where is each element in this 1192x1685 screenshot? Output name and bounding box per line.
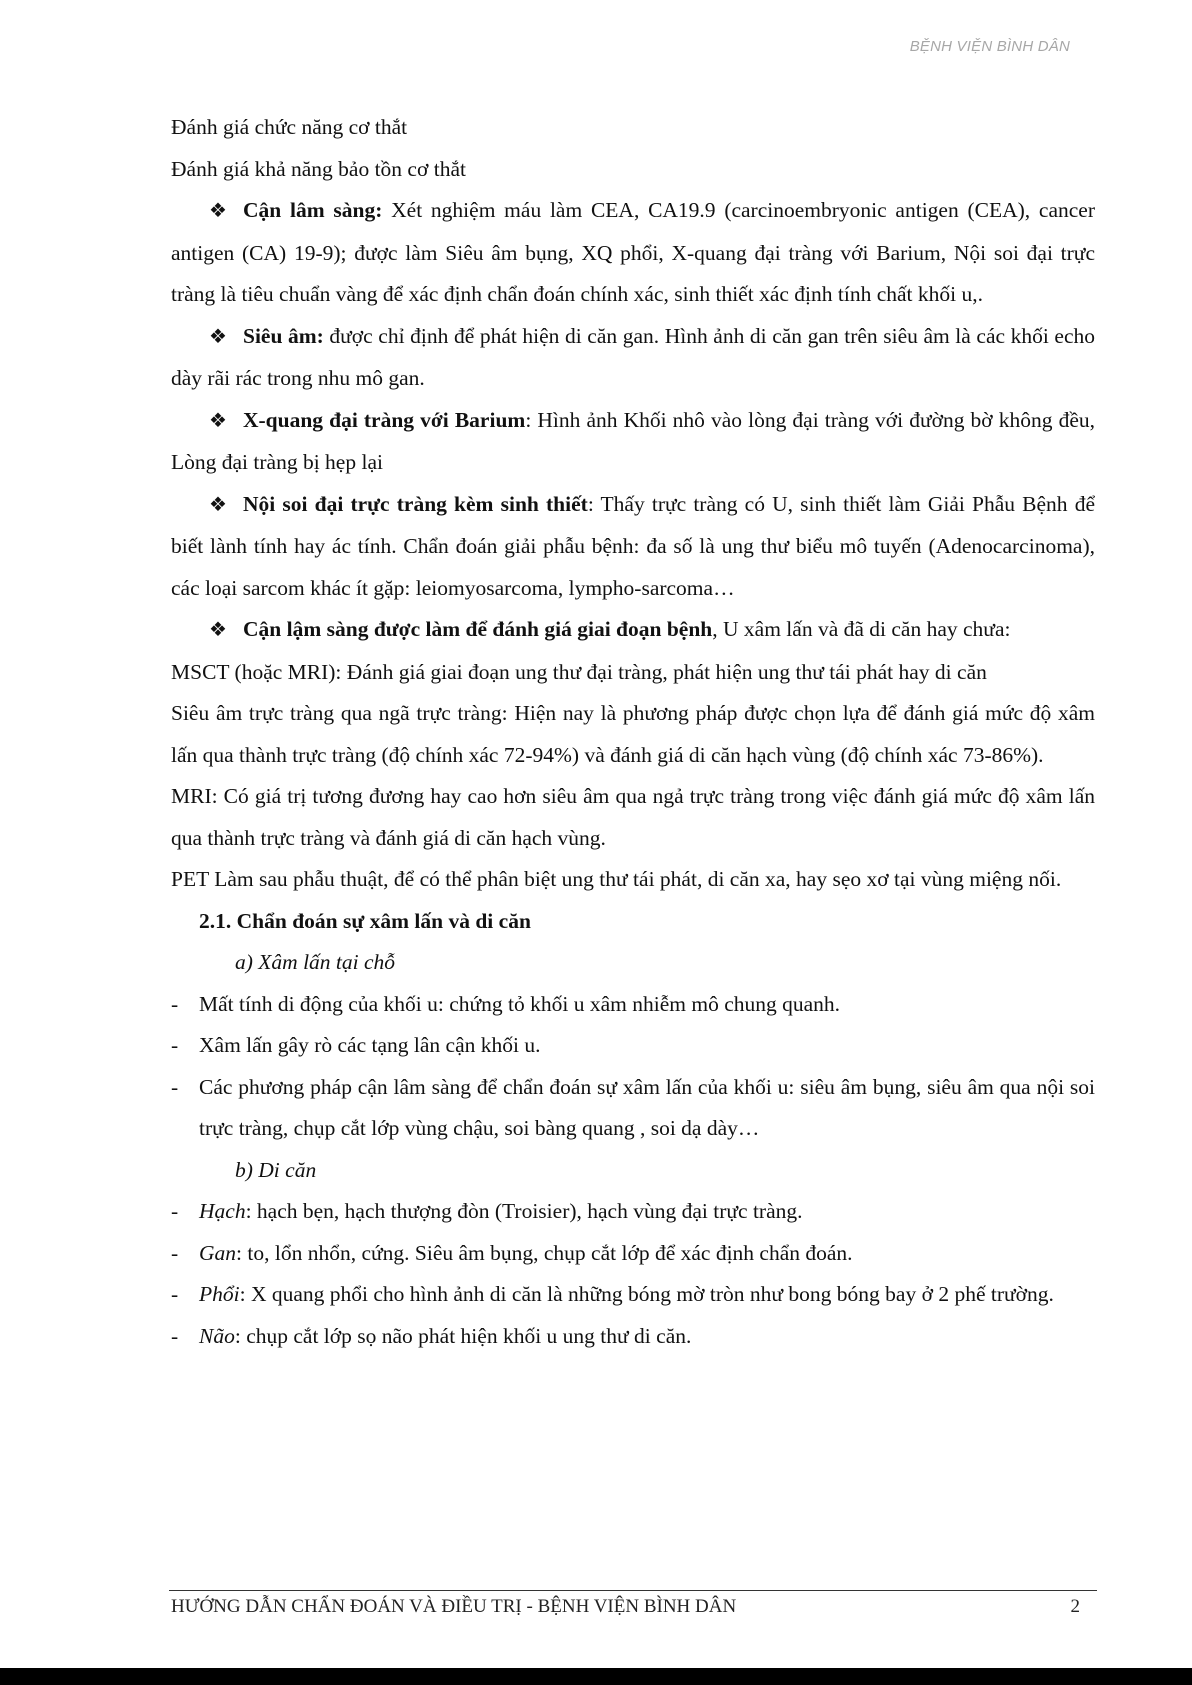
dash-bullet: - [171, 1199, 179, 1223]
diamond-bullet-icon: ❖ [209, 493, 227, 516]
invasion-list [171, 984, 1095, 1150]
dash-bullet: - [171, 1033, 179, 1057]
list-item: - Não: chụp cắt lớp sọ não phát hiện khối u ung thư di căn. [171, 1316, 1095, 1358]
diamond-bullet-icon: ❖ [209, 619, 227, 641]
organ-term: Phổi [199, 1282, 240, 1306]
diamond-bullet-icon: ❖ [209, 409, 227, 432]
list-item: - Gan: to, lổn nhổn, cứng. Siêu âm bụng, chụp cắt lớp để xác định chẩn đoán. [171, 1233, 1095, 1275]
paragraph-rectal-ultrasound: Siêu âm trực tràng qua ngã trực tràng: Hiện nay là phương pháp được chọn lựa để đánh giá mức độ xâm lấn qua thành trực tràng (độ chính xác 72-94%) và đánh giá di căn hạch vùng (độ chính xác 73-86%). [171, 701, 1095, 767]
bullet-paraclinical [171, 190, 1095, 316]
bullet-title: Cận lâm sàng: [243, 198, 383, 222]
bullet-xray-barium [171, 400, 1095, 484]
scan-edge [0, 1668, 1192, 1685]
dash-bullet: - [171, 1323, 179, 1348]
page-number: 2 [1070, 1596, 1080, 1617]
dash-bullet: - [171, 1074, 179, 1099]
paragraph-pet: PET Làm sau phẫu thuật, để có thể phân biệt ung thư tái phát, di căn xa, hay sẹo xơ tại vùng miệng nối. [171, 867, 1062, 891]
page-body [171, 107, 1095, 1357]
bullet-text: được chỉ định để phát hiện di căn gan. Hình ảnh di căn gan trên siêu âm là các khối echo dày rãi rác trong nhu mô gan. [171, 323, 1095, 390]
bullet-text: , U xâm lấn và đã di căn hay chưa: [712, 617, 1011, 641]
bullet-text: Xét nghiệm máu làm CEA, CA19.9 (carcinoembryonic antigen (CEA), cancer antigen (CA) 19-9); được làm Siêu âm bụng, XQ phổi, X-quang đại tràng với Barium, Nội soi đại trực tràng là tiêu chuẩn vàng để xác định chẩn đoán chính xác, sinh thiết xác định tính chất khối u,. [171, 198, 1096, 306]
paragraph-sphincter-preservation: Đánh giá khả năng bảo tồn cơ thắt [171, 156, 466, 181]
running-header: BỆNH VIỆN BÌNH DÂN [909, 38, 1070, 55]
list-item: - Mất tính di động của khối u: chứng tỏ khối u xâm nhiễm mô chung quanh. [171, 984, 1095, 1026]
list-item: - Xâm lấn gây rò các tạng lân cận khối u. [171, 1025, 1095, 1067]
organ-term: Gan [199, 1240, 237, 1265]
bullet-endoscopy-biopsy [171, 484, 1095, 610]
diamond-bullet-icon: ❖ [209, 325, 227, 348]
list-item: - Hạch: hạch bẹn, hạch thượng đòn (Troisier), hạch vùng đại trực tràng. [171, 1191, 1095, 1233]
bullet-title: X-quang đại tràng với Barium [243, 407, 526, 432]
footer-divider [169, 1590, 1097, 1591]
bullet-ultrasound [171, 316, 1095, 400]
organ-term: Não [199, 1323, 235, 1348]
list-item: - Các phương pháp cận lâm sàng để chẩn đoán sự xâm lấn của khối u: siêu âm bụng, siêu âm qua nội soi trực tràng, chụp cắt lớp vùng chậu, soi bàng quang , soi dạ dày… [171, 1067, 1095, 1150]
diamond-bullet-icon: ❖ [209, 200, 227, 222]
organ-term: Hạch [199, 1199, 246, 1223]
subheading-metastasis: b) Di căn [235, 1157, 317, 1182]
dash-bullet: - [171, 991, 179, 1016]
subheading-local-invasion: a) Xâm lấn tại chỗ [235, 950, 396, 974]
bullet-title: Cận lậm sàng được làm để đánh giá giai đoạn bệnh [243, 617, 713, 641]
bullet-text: : Thấy trực tràng có U, sinh thiết làm Giải Phẫu Bệnh để biết lành tính hay ác tính. Chẩn đoán giải phẫu bệnh: đa số là ung thư biểu mô tuyến (Adenocarcinoma), các loại sarcom khác ít gặp: leiomyosarcoma, lympho-sarcoma… [171, 491, 1095, 600]
list-item: - Phổi: X quang phổi cho hình ảnh di căn là những bóng mờ tròn như bong bóng bay ở 2 phế trường. [171, 1274, 1095, 1316]
bullet-title: Siêu âm: [243, 323, 324, 348]
dash-bullet: - [171, 1282, 179, 1306]
dash-bullet: - [171, 1240, 179, 1265]
footer-title: HƯỚNG DẪN CHẨN ĐOÁN VÀ ĐIỀU TRỊ - BỆNH VIỆN BÌNH DÂN [171, 1596, 737, 1617]
bullet-title: Nội soi đại trực tràng kèm sinh thiết [243, 491, 588, 516]
section-heading: 2.1. Chẩn đoán sự xâm lấn và di căn [199, 908, 531, 933]
metastasis-list [171, 1191, 1095, 1357]
paragraph-msct: MSCT (hoặc MRI): Đánh giá giai đoạn ung thư đại tràng, phát hiện ung thư tái phát hay di căn [171, 659, 987, 684]
paragraph-mri: MRI: Có giá trị tương đương hay cao hơn siêu âm qua ngả trực tràng trong việc đánh giá mức độ xâm lấn qua thành trực tràng và đánh giá di căn hạch vùng. [171, 784, 1095, 850]
bullet-text: : Hình ảnh Khối nhô vào lòng đại tràng với đường bờ không đều, Lòng đại tràng bị hẹp lại [171, 407, 1095, 474]
bullet-staging [171, 609, 1095, 652]
paragraph-sphincter-function: Đánh giá chức năng cơ thắt [171, 115, 408, 139]
